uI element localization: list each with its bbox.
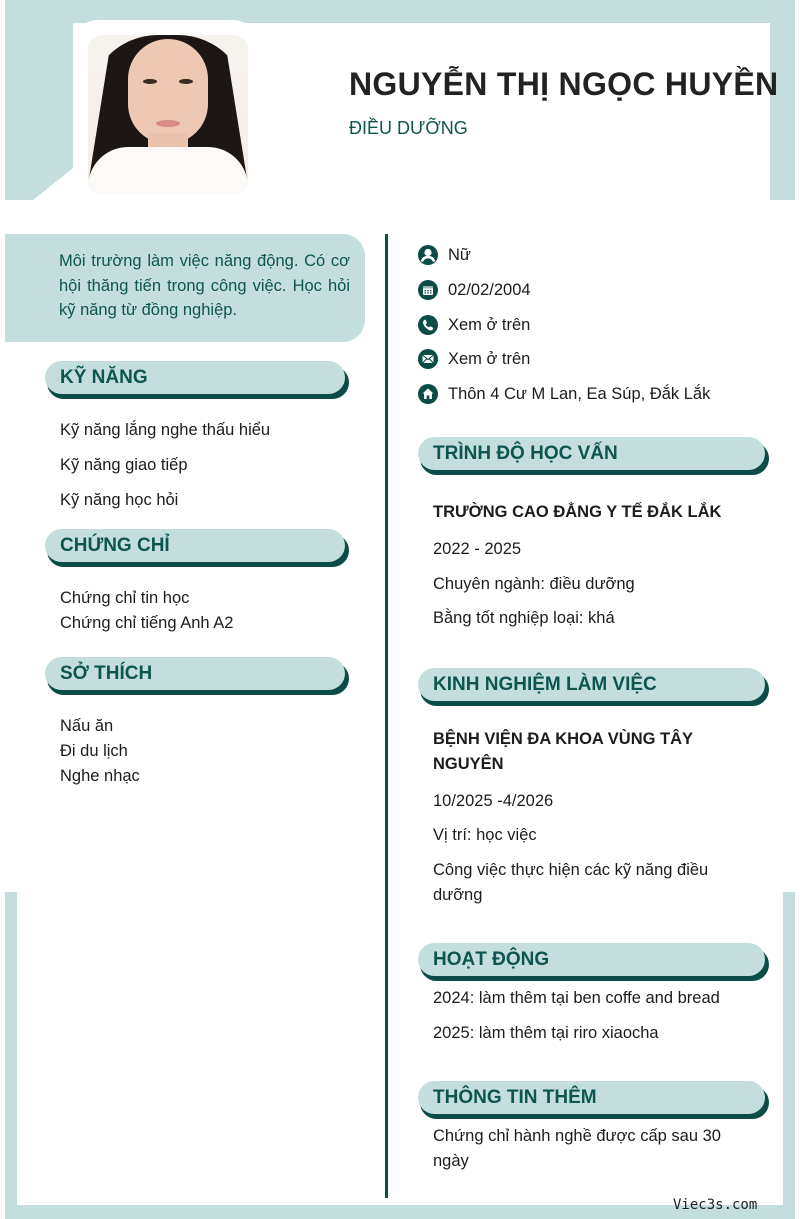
section-title: KINH NGHIỆM LÀM VIỆC xyxy=(433,674,657,695)
contact-value: Xem ở trên xyxy=(448,349,531,368)
section-header-hobbies xyxy=(45,657,345,690)
section-title: SỞ THÍCH xyxy=(60,663,153,684)
skill-item: Kỹ năng lắng nghe thấu hiểu xyxy=(60,421,271,439)
skill-item: Kỹ năng giao tiếp xyxy=(60,456,188,474)
experience-description: Công việc thực hiện các kỹ năng điều dưỡng xyxy=(433,861,709,904)
column-divider xyxy=(385,234,388,1198)
section-title: HOẠT ĐỘNG xyxy=(433,949,550,970)
section-header-education xyxy=(418,437,765,470)
education-school: TRƯỜNG CAO ĐẲNG Y TẾ ĐẮK LẮK xyxy=(433,503,722,521)
contact-value: Thôn 4 Cư M Lan, Ea Súp, Đắk Lắk xyxy=(448,384,711,403)
additional-info-text: Chứng chỉ hành nghề được cấp sau 30 ngày xyxy=(433,1127,721,1170)
section-header-skills xyxy=(45,361,345,394)
profile-photo xyxy=(88,35,248,195)
experience-period: 10/2025 -4/2026 xyxy=(433,792,554,810)
contact-phone xyxy=(418,314,530,336)
section-header-additional-info xyxy=(418,1081,765,1114)
hobby-item: Nghe nhạc xyxy=(60,767,140,785)
contact-email xyxy=(418,348,530,370)
contact-birthdate xyxy=(418,279,531,301)
experience-position: Vị trí: học việc xyxy=(433,826,537,844)
contact-value: Nữ xyxy=(448,245,471,264)
home-icon xyxy=(418,384,438,404)
hobby-item: Nấu ăn xyxy=(60,717,114,735)
candidate-role: ĐIỀU DƯỠNG xyxy=(349,118,468,138)
section-header-experience xyxy=(418,668,765,701)
section-header-activities xyxy=(418,943,765,976)
hobby-item: Đi du lịch xyxy=(60,742,128,760)
certificate-item: Chứng chỉ tiếng Anh A2 xyxy=(60,614,234,632)
education-period: 2022 - 2025 xyxy=(433,540,522,558)
frame-right xyxy=(783,892,795,1219)
experience-company: BỆNH VIỆN ĐA KHOA VÙNG TÂY NGUYÊN xyxy=(433,730,693,773)
contact-address xyxy=(418,383,710,405)
skill-item: Kỹ năng học hỏi xyxy=(60,491,179,509)
activity-item: 2024: làm thêm tại ben coffe and bread xyxy=(433,989,720,1007)
watermark: Viec3s.com xyxy=(673,1197,758,1213)
section-title: KỸ NĂNG xyxy=(60,367,148,388)
section-header-certificates xyxy=(45,529,345,562)
section-title: TRÌNH ĐỘ HỌC VẤN xyxy=(433,443,618,464)
email-icon xyxy=(418,349,438,369)
section-title: CHỨNG CHỈ xyxy=(60,535,170,556)
section-title: THÔNG TIN THÊM xyxy=(433,1087,597,1108)
frame-left xyxy=(5,892,17,1219)
education-degree: Bằng tốt nghiệp loại: khá xyxy=(433,609,615,627)
calendar-icon xyxy=(418,280,438,300)
activity-item: 2025: làm thêm tại riro xiaocha xyxy=(433,1024,659,1042)
contact-value: 02/02/2004 xyxy=(448,280,531,299)
career-objective xyxy=(5,234,365,342)
education-major: Chuyên ngành: điều dưỡng xyxy=(433,575,635,593)
certificate-item: Chứng chỉ tin học xyxy=(60,589,190,607)
objective-text: Môi trường làm việc năng động. Có cơ hội thăng tiến trong công việc. Học hỏi kỹ năng từ đồng nghiệp. xyxy=(59,252,350,319)
contact-gender xyxy=(418,244,471,266)
user-icon xyxy=(418,245,438,265)
contact-value: Xem ở trên xyxy=(448,315,531,334)
phone-icon xyxy=(418,315,438,335)
candidate-name: NGUYỄN THỊ NGỌC HUYỀN xyxy=(349,66,779,102)
